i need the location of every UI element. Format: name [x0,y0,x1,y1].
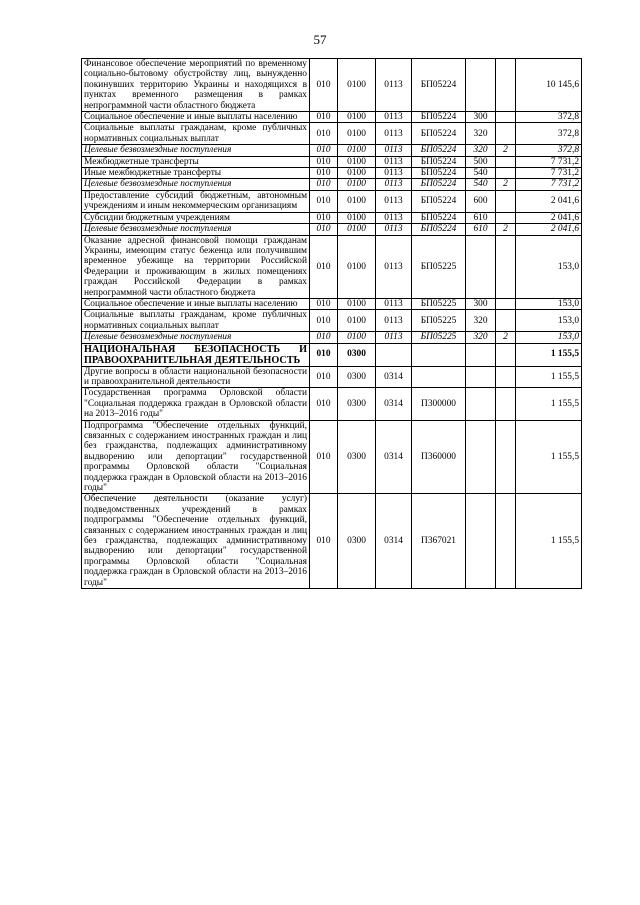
cell-expense-type-code: 600 [466,190,496,212]
cell-funding-source-code [496,59,516,112]
cell-section-code: 0100 [338,190,376,212]
table-row [82,156,582,167]
cell-amount: 372,8 [516,112,582,123]
table-row [82,332,582,343]
cell-amount: 153,0 [516,310,582,332]
row-name: Обеспечение деятельности (оказание услуг) подведомственных учреждений в рамках подпрограммы "Обеспечение отдельных функций, связанных с содержанием иностранных граждан и лиц без гражданства, подлежащих административному выдворению или депортации" государственной программы Орловской области "Социальная поддержка граждан в Орловской области на 2013–2016 годы" [82,494,310,589]
row-name: Подпрограмма "Обеспечение отдельных функций, связанных с содержанием иностранных граждан и лиц без гражданства, подлежащих административному выдворению или депортации" государственной программы Орловской области "Социальная поддержка граждан в Орловской области на 2013–2016 годы" [82,420,310,494]
table-row [82,168,582,179]
table-row [82,388,582,420]
row-name: Иные межбюджетные трансферты [82,168,310,179]
cell-funding-source-code [496,310,516,332]
table-row [82,298,582,309]
cell-amount: 372,8 [516,123,582,145]
cell-ministry-code: 010 [310,298,338,309]
cell-ministry-code: 010 [310,332,338,343]
cell-section-code: 0100 [338,168,376,179]
cell-target-item-code: БП05225 [412,310,466,332]
cell-section-code: 0100 [338,224,376,235]
row-name: Другие вопросы в области национальной безопасности и правоохранительной деятельности [82,366,310,388]
cell-subsection-code: 0113 [376,168,412,179]
cell-subsection-code: 0113 [376,59,412,112]
cell-subsection-code: 0314 [376,420,412,494]
cell-amount: 7 731,2 [516,156,582,167]
cell-expense-type-code [466,388,496,420]
table-row [82,190,582,212]
row-name: Финансовое обеспечение мероприятий по временному социально-бытовому обустройству лиц, вынужденно покинувших территорию Украины и находящихся в пунктах временного размещения в рамках непрограммной части областного бюджета [82,59,310,112]
cell-section-code: 0100 [338,112,376,123]
row-name: Целевые безвозмездные поступления [82,145,310,156]
row-name: Целевые безвозмездные поступления [82,332,310,343]
cell-ministry-code: 010 [310,366,338,388]
table-row [82,366,582,388]
table-row [82,59,582,112]
cell-funding-source-code [496,235,516,298]
cell-ministry-code: 010 [310,190,338,212]
cell-funding-source-code [496,212,516,223]
cell-amount: 153,0 [516,332,582,343]
cell-section-code: 0100 [338,298,376,309]
cell-amount: 1 155,5 [516,494,582,589]
cell-expense-type-code: 300 [466,112,496,123]
table-body [82,59,582,589]
table-row [82,420,582,494]
cell-target-item-code: П360000 [412,420,466,494]
cell-expense-type-code [466,420,496,494]
cell-funding-source-code: 2 [496,145,516,156]
cell-ministry-code: 010 [310,59,338,112]
row-name: Социальные выплаты гражданам, кроме публичных нормативных социальных выплат [82,310,310,332]
cell-funding-source-code [496,388,516,420]
cell-expense-type-code [466,494,496,589]
cell-ministry-code: 010 [310,343,338,366]
row-name: Межбюджетные трансферты [82,156,310,167]
cell-subsection-code: 0113 [376,298,412,309]
cell-target-item-code: БП05224 [412,123,466,145]
cell-subsection-code: 0113 [376,145,412,156]
cell-subsection-code: 0113 [376,190,412,212]
cell-target-item-code [412,343,466,366]
row-name: Оказание адресной финансовой помощи гражданам Украины, имеющим статус беженца или получившим временное убежище на территории Российской Федерации и проживающим в жилых помещениях граждан Российской Федерации в рамках непрограммной части областного бюджета [82,235,310,298]
cell-section-code: 0100 [338,212,376,223]
cell-ministry-code: 010 [310,179,338,190]
cell-section-code: 0100 [338,59,376,112]
cell-subsection-code: 0113 [376,123,412,145]
cell-target-item-code: БП05225 [412,298,466,309]
page-number: 57 [313,32,327,47]
cell-ministry-code: 010 [310,420,338,494]
table-row [82,310,582,332]
cell-section-code: 0100 [338,123,376,145]
cell-ministry-code: 010 [310,156,338,167]
cell-funding-source-code [496,123,516,145]
cell-section-code: 0100 [338,310,376,332]
cell-target-item-code: БП05224 [412,224,466,235]
cell-amount: 2 041,6 [516,212,582,223]
cell-amount: 2 041,6 [516,190,582,212]
cell-target-item-code: БП05224 [412,179,466,190]
row-name: Предоставление субсидий бюджетным, автономным учреждениям и иным некоммерческим организациям [82,190,310,212]
row-name: Целевые безвозмездные поступления [82,179,310,190]
cell-section-code: 0300 [338,494,376,589]
cell-amount: 2 041,6 [516,224,582,235]
cell-target-item-code [412,366,466,388]
table-row [82,343,582,366]
cell-amount: 10 145,6 [516,59,582,112]
cell-funding-source-code [496,112,516,123]
cell-target-item-code: БП05224 [412,190,466,212]
cell-amount: 7 731,2 [516,179,582,190]
cell-ministry-code: 010 [310,310,338,332]
cell-subsection-code: 0113 [376,224,412,235]
table-row [82,145,582,156]
cell-subsection-code: 0314 [376,366,412,388]
cell-subsection-code: 0314 [376,494,412,589]
cell-expense-type-code: 320 [466,123,496,145]
cell-amount: 7 731,2 [516,168,582,179]
cell-funding-source-code [496,156,516,167]
table-row [82,224,582,235]
cell-target-item-code: БП05224 [412,212,466,223]
row-name: НАЦИОНАЛЬНАЯ БЕЗОПАСНОСТЬ И ПРАВООХРАНИТЕЛЬНАЯ ДЕЯТЕЛЬНОСТЬ [82,343,310,366]
cell-subsection-code: 0113 [376,156,412,167]
cell-section-code: 0300 [338,366,376,388]
cell-subsection-code: 0113 [376,310,412,332]
cell-expense-type-code: 320 [466,145,496,156]
cell-subsection-code: 0113 [376,235,412,298]
cell-funding-source-code: 2 [496,332,516,343]
cell-expense-type-code [466,366,496,388]
cell-amount: 153,0 [516,235,582,298]
cell-target-item-code: БП05224 [412,59,466,112]
cell-funding-source-code [496,420,516,494]
cell-expense-type-code: 300 [466,298,496,309]
cell-subsection-code: 0314 [376,388,412,420]
cell-target-item-code: БП05224 [412,112,466,123]
cell-section-code: 0300 [338,388,376,420]
cell-amount: 1 155,5 [516,366,582,388]
row-name: Субсидии бюджетным учреждениям [82,212,310,223]
cell-subsection-code: 0113 [376,212,412,223]
cell-section-code: 0100 [338,332,376,343]
row-name: Целевые безвозмездные поступления [82,224,310,235]
cell-ministry-code: 010 [310,112,338,123]
cell-ministry-code: 010 [310,123,338,145]
cell-section-code: 0100 [338,235,376,298]
cell-funding-source-code [496,366,516,388]
budget-table [81,58,582,589]
cell-section-code: 0100 [338,179,376,190]
cell-funding-source-code [496,190,516,212]
cell-expense-type-code: 540 [466,168,496,179]
cell-section-code: 0100 [338,156,376,167]
cell-subsection-code [376,343,412,366]
cell-funding-source-code [496,343,516,366]
cell-subsection-code: 0113 [376,112,412,123]
cell-amount: 1 155,5 [516,343,582,366]
cell-expense-type-code: 500 [466,156,496,167]
table-row [82,212,582,223]
cell-expense-type-code [466,235,496,298]
cell-section-code: 0100 [338,145,376,156]
table-row [82,494,582,589]
table-row [82,179,582,190]
row-name: Социальные выплаты гражданам, кроме публичных нормативных социальных выплат [82,123,310,145]
cell-target-item-code: БП05224 [412,145,466,156]
cell-subsection-code: 0113 [376,179,412,190]
cell-amount: 1 155,5 [516,388,582,420]
cell-ministry-code: 010 [310,145,338,156]
cell-amount: 372,8 [516,145,582,156]
cell-expense-type-code [466,59,496,112]
cell-expense-type-code [466,343,496,366]
cell-ministry-code: 010 [310,235,338,298]
cell-expense-type-code: 540 [466,179,496,190]
cell-section-code: 0300 [338,343,376,366]
cell-target-item-code: П300000 [412,388,466,420]
cell-ministry-code: 010 [310,168,338,179]
cell-subsection-code: 0113 [376,332,412,343]
cell-ministry-code: 010 [310,224,338,235]
cell-target-item-code: БП05224 [412,168,466,179]
row-name: Социальное обеспечение и иные выплаты населению [82,298,310,309]
cell-target-item-code: П367021 [412,494,466,589]
cell-funding-source-code: 2 [496,179,516,190]
cell-funding-source-code: 2 [496,224,516,235]
table-row [82,112,582,123]
cell-expense-type-code: 320 [466,310,496,332]
cell-ministry-code: 010 [310,212,338,223]
table-row [82,123,582,145]
row-name: Государственная программа Орловской области "Социальная поддержка граждан в Орловской области на 2013–2016 годы" [82,388,310,420]
cell-ministry-code: 010 [310,494,338,589]
cell-amount: 153,0 [516,298,582,309]
cell-target-item-code: БП05224 [412,156,466,167]
row-name: Социальное обеспечение и иные выплаты населению [82,112,310,123]
cell-funding-source-code [496,494,516,589]
cell-funding-source-code [496,168,516,179]
cell-funding-source-code [496,298,516,309]
cell-section-code: 0300 [338,420,376,494]
cell-amount: 1 155,5 [516,420,582,494]
cell-expense-type-code: 320 [466,332,496,343]
cell-expense-type-code: 610 [466,212,496,223]
cell-expense-type-code: 610 [466,224,496,235]
cell-target-item-code: БП05225 [412,235,466,298]
table-row [82,235,582,298]
cell-target-item-code: БП05225 [412,332,466,343]
cell-ministry-code: 010 [310,388,338,420]
